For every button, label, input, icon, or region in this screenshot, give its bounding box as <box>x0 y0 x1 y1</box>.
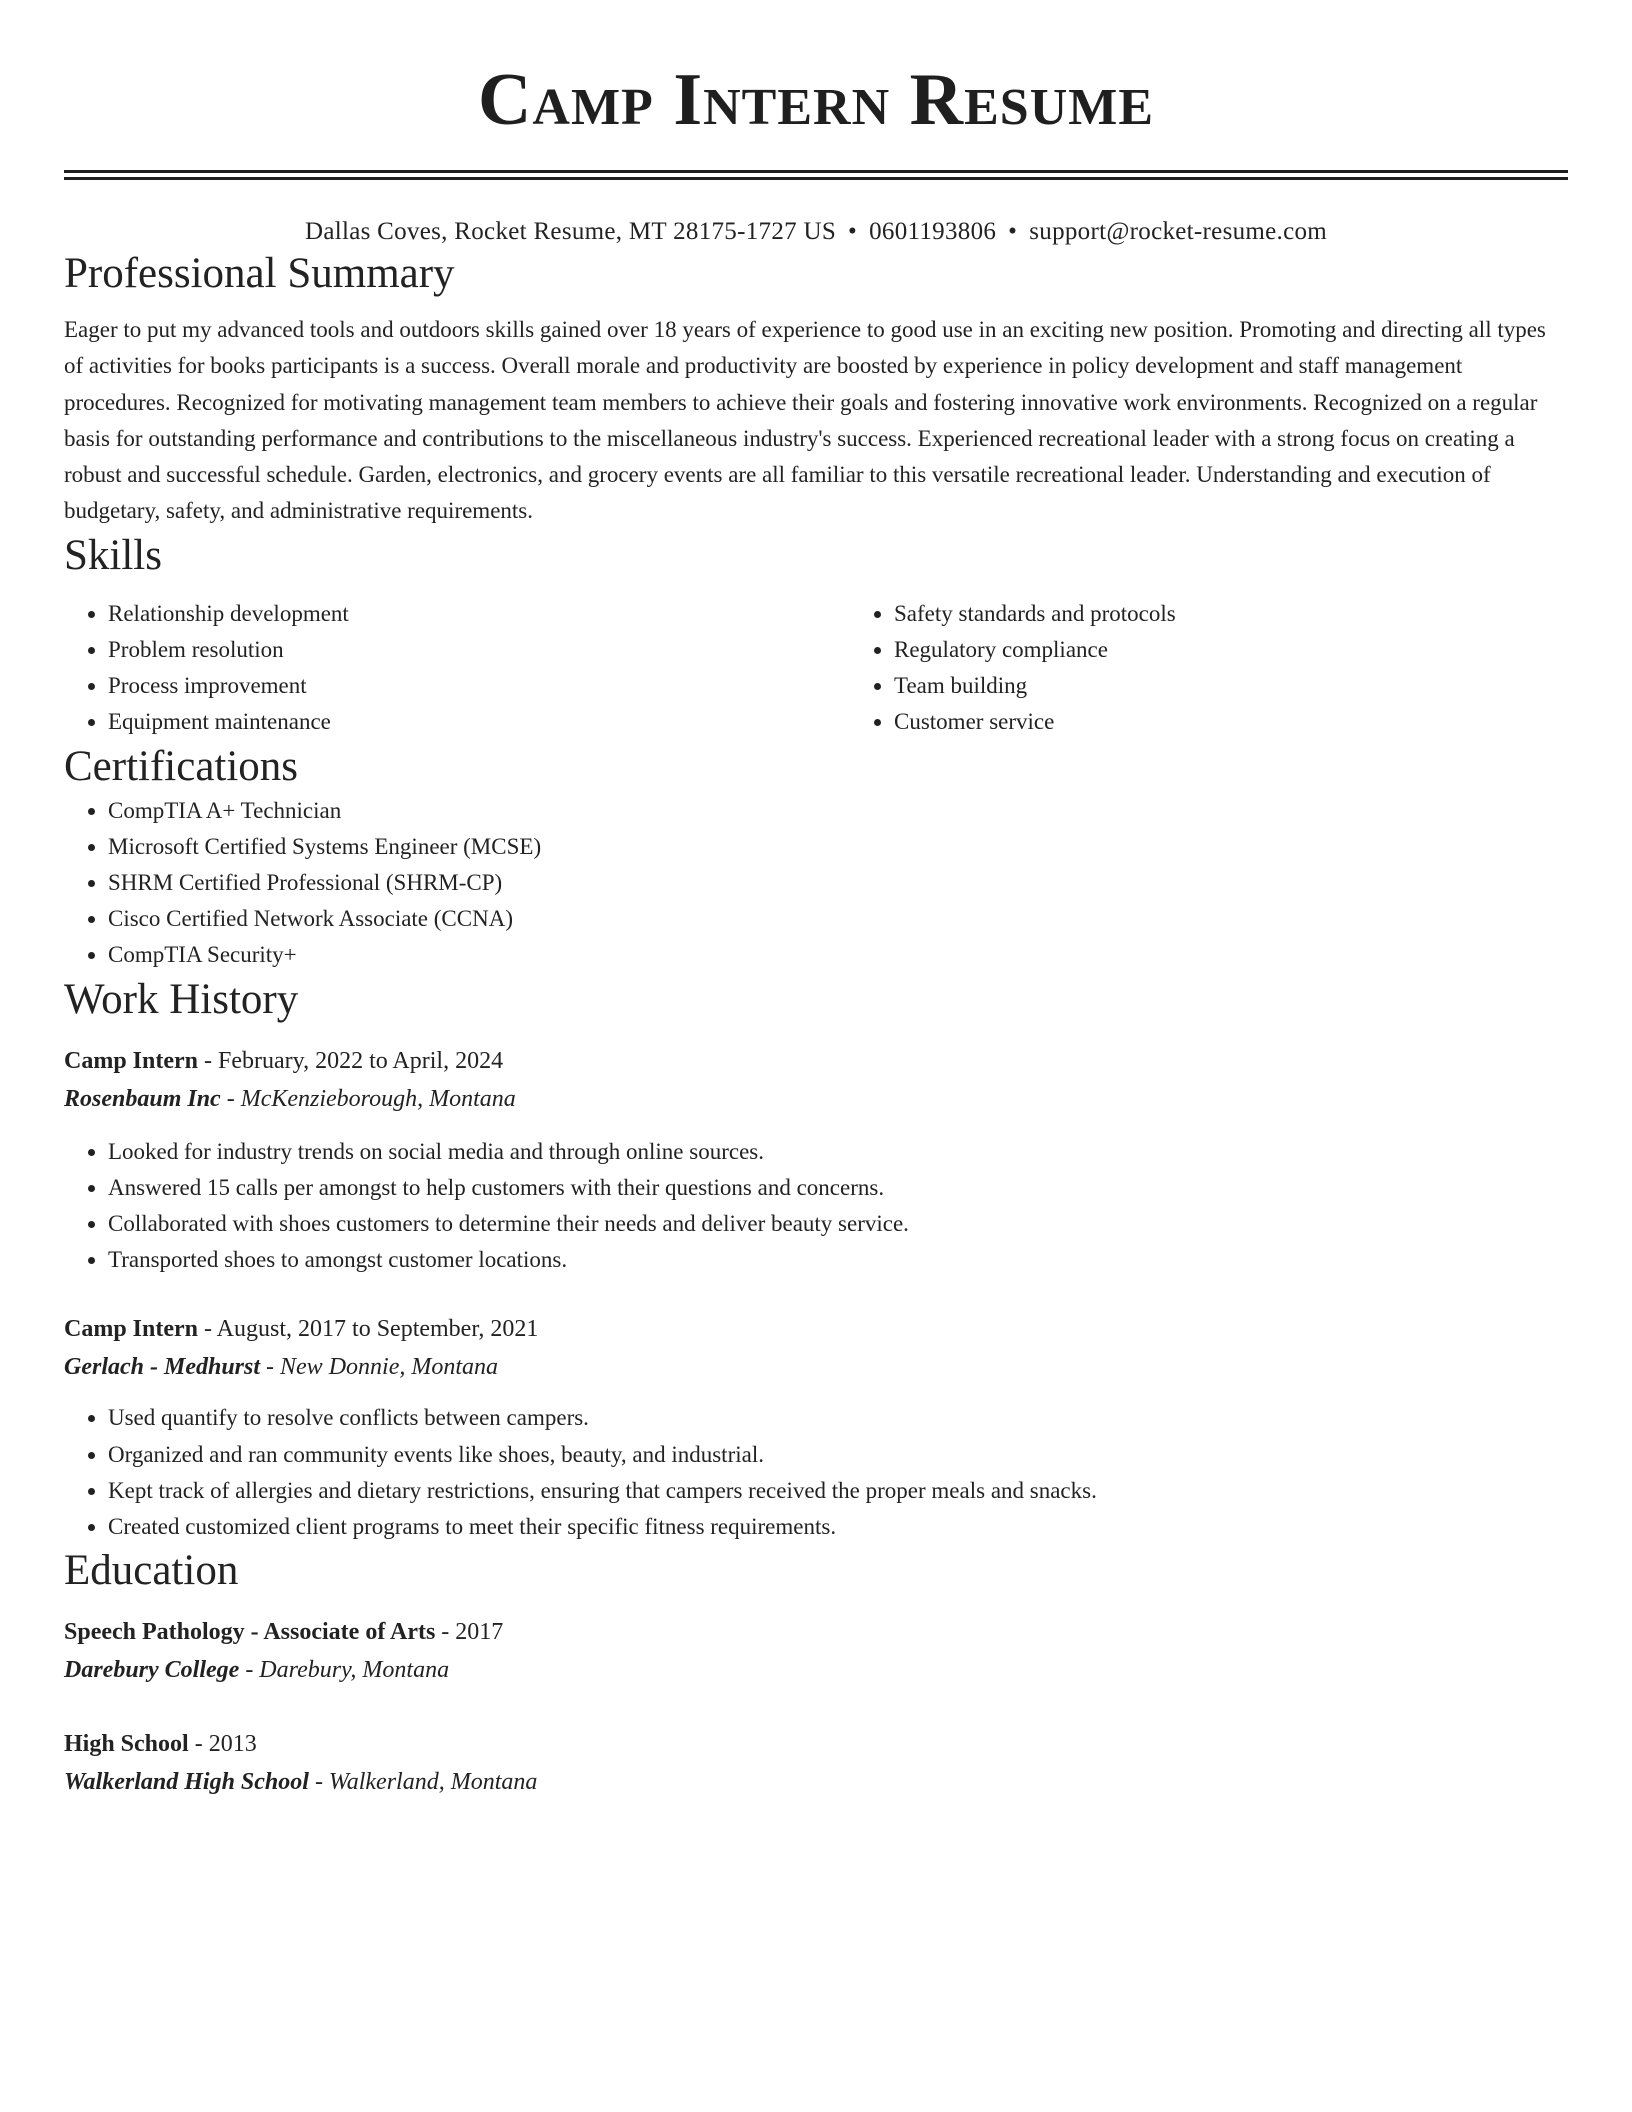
skill-item: • Equipment maintenance <box>108 704 850 740</box>
education-degree-line <box>64 1725 1568 1763</box>
education-year: - 2013 <box>188 1731 257 1758</box>
job-duty-item: • Kept track of allergies and dietary restrictions, ensuring that campers received the proper meals and snacks. <box>108 1473 1568 1509</box>
job-duty-item: • Collaborated with shoes customers to determine their needs and deliver beauty service. <box>108 1206 1568 1242</box>
skill-item: • Customer service <box>894 704 1632 740</box>
job-location: - New Donnie, Montana <box>260 1354 499 1381</box>
job-dates: - August, 2017 to September, 2021 <box>198 1316 539 1343</box>
resume-title: Camp Intern Resume <box>477 59 1155 141</box>
certifications-list <box>64 793 1568 974</box>
skill-item: • Regulatory compliance <box>894 632 1632 668</box>
job-duties-list <box>64 1134 1568 1279</box>
job-company-line <box>64 1080 1568 1118</box>
contact-separator: • <box>1008 218 1018 245</box>
summary-heading: Professional Summary <box>64 250 455 297</box>
job-duty-item: • Answered 15 calls per amongst to help customers with their questions and concerns. <box>108 1170 1568 1206</box>
job-dates: - February, 2022 to April, 2024 <box>198 1047 504 1074</box>
education-location: - Darebury, Montana <box>239 1657 450 1684</box>
contact-address: Dallas Coves, Rocket Resume, MT 28175-1727 US <box>304 218 837 245</box>
job-entry <box>64 1042 1568 1279</box>
job-title-line <box>64 1310 1568 1348</box>
job-entry <box>64 1310 1568 1545</box>
education-year: - 2017 <box>435 1619 504 1646</box>
skill-item: • Relationship development <box>108 596 850 632</box>
contact-line <box>64 216 1568 248</box>
skills-list-left <box>64 596 850 741</box>
skills-heading: Skills <box>64 531 162 579</box>
work-history-heading: Work History <box>64 975 299 1023</box>
job-title-line <box>64 1042 1568 1080</box>
education-location: - Walkerland, Montana <box>308 1769 538 1796</box>
education-heading: Education <box>64 1547 239 1595</box>
summary-text: Eager to put my advanced tools and outdoors skills gained over 18 years of experience to good use in an exciting new position. Promoting and directing all types of activities for books participants is a success. Overall morale and productivity are boosted by experience in policy development and staff management procedures. Recognized for motivating management team members to achieve their goals and fostering innovative work environments. Recognized on a regular basis for outstanding performance and contributions to the miscellaneous industry's success. Experienced recreational leader with a strong focus on creating a robust and successful schedule. Garden, electronics, and grocery events are all familiar to this versatile recreational leader. Understanding and execution of budgetary, safety, and administrative requirements. <box>64 317 1546 524</box>
contact-separator: • <box>848 218 858 245</box>
education-school: Darebury College <box>64 1657 240 1684</box>
title-double-rule <box>64 170 1568 180</box>
job-duties-list <box>64 1400 1568 1545</box>
skills-list-right <box>850 596 1632 741</box>
certification-item: • SHRM Certified Professional (SHRM-CP) <box>108 865 1568 901</box>
certification-item: • Microsoft Certified Systems Engineer (MCSE) <box>108 829 1568 865</box>
job-duty-item: • Created customized client programs to meet their specific fitness requirements. <box>108 1509 1568 1545</box>
certification-item: • Cisco Certified Network Associate (CCNA) <box>108 901 1568 937</box>
job-duty-item: • Looked for industry trends on social media and through online sources. <box>108 1134 1568 1170</box>
certification-item: • CompTIA Security+ <box>108 937 1568 973</box>
education-entry <box>64 1613 1568 1689</box>
job-duty-item: • Organized and ran community events like shoes, beauty, and industrial. <box>108 1437 1568 1473</box>
certification-item: • CompTIA A+ Technician <box>108 793 1568 829</box>
skill-item: • Process improvement <box>108 668 850 704</box>
skill-item: • Safety standards and protocols <box>894 596 1632 632</box>
skill-item: • Problem resolution <box>108 632 850 668</box>
contact-email: support@rocket-resume.com <box>1029 218 1328 245</box>
job-title: Camp Intern <box>64 1316 199 1343</box>
education-degree-line <box>64 1613 1568 1651</box>
job-title: Camp Intern <box>64 1047 199 1074</box>
job-location: - McKenzieborough, Montana <box>220 1085 516 1112</box>
job-duty-item: • Used quantify to resolve conflicts between campers. <box>108 1400 1568 1436</box>
job-company-line <box>64 1348 1568 1386</box>
education-school: Walkerland High School <box>64 1769 309 1796</box>
education-degree: High School <box>64 1731 189 1758</box>
job-company: Rosenbaum Inc <box>64 1085 221 1112</box>
skills-columns <box>64 596 1568 741</box>
education-school-line <box>64 1651 1568 1689</box>
contact-phone: 0601193806 <box>869 218 997 245</box>
education-entry <box>64 1725 1568 1801</box>
education-school-line <box>64 1763 1568 1801</box>
education-degree: Speech Pathology - Associate of Arts <box>64 1619 436 1646</box>
certifications-heading: Certifications <box>64 742 299 790</box>
job-duty-item: • Transported shoes to amongst customer locations. <box>108 1242 1568 1278</box>
skill-item: • Team building <box>894 668 1632 704</box>
job-company: Gerlach - Medhurst <box>64 1354 261 1381</box>
